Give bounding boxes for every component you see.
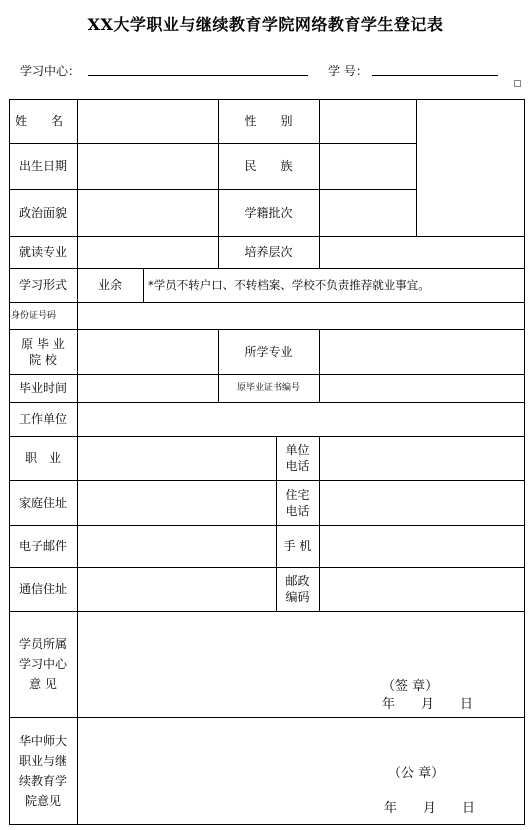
- center-opinion-label: [9, 611, 77, 717]
- level-field[interactable]: [320, 237, 524, 268]
- college-opinion-line1: 华中师大: [18, 733, 67, 748]
- grad-time-field[interactable]: [78, 375, 218, 402]
- gender-field[interactable]: [320, 100, 416, 143]
- level-label: 培养层次: [244, 245, 293, 259]
- photo-box[interactable]: [417, 100, 524, 236]
- prev-school-label: [9, 329, 77, 374]
- center-date-label: 年 月 日: [382, 697, 474, 712]
- work-phone-label-line1: 单位: [285, 443, 310, 457]
- center-opinion-line1: 学员所属: [18, 637, 67, 651]
- major-label: 就读专业: [18, 245, 67, 259]
- mobile-field[interactable]: [320, 526, 524, 567]
- name-label: 姓 名: [15, 114, 64, 128]
- batch-label: 学籍批次: [244, 205, 293, 220]
- anchor-marker-icon: [514, 80, 521, 87]
- prev-major-label: 所学专业: [244, 344, 293, 359]
- prev-school-label-line1: 原 毕 业: [21, 336, 65, 351]
- birthdate-field[interactable]: [78, 144, 218, 189]
- email-field[interactable]: [78, 526, 276, 567]
- ethnicity-label: 民 族: [244, 159, 293, 173]
- college-date-label: 年 月 日: [384, 801, 476, 816]
- student-id-field[interactable]: [372, 75, 498, 76]
- center-opinion-line2: 学习中心: [18, 657, 67, 671]
- study-mode-value: 业余: [97, 278, 122, 292]
- political-label: 政治面貌: [18, 205, 67, 220]
- college-opinion-line3: 续教育学: [18, 773, 67, 788]
- study-center-field[interactable]: [88, 75, 308, 76]
- workplace-field[interactable]: [78, 403, 524, 436]
- center-opinion-line3: 意 见: [29, 677, 57, 691]
- mail-address-field[interactable]: [78, 568, 276, 611]
- home-address-field[interactable]: [78, 481, 276, 525]
- college-opinion-line2: 职业与继: [18, 753, 67, 768]
- home-phone-label-line2: 电话: [285, 503, 310, 518]
- study-mode-label: 学习形式: [18, 278, 67, 292]
- id-card-field[interactable]: [78, 303, 524, 329]
- work-phone-field[interactable]: [320, 437, 524, 480]
- prev-school-label-line2: 院 校: [29, 352, 57, 367]
- batch-field[interactable]: [320, 190, 416, 236]
- occupation-label: 职 业: [24, 451, 61, 465]
- mail-address-label: 通信住址: [18, 582, 67, 596]
- mobile-label: 手 机: [283, 539, 312, 553]
- college-seal-label: （公 章）: [388, 766, 445, 781]
- work-phone-label: [276, 436, 319, 480]
- workplace-label: 工作单位: [18, 412, 67, 426]
- gender-label: 性 别: [244, 114, 293, 128]
- home-phone-label: [276, 480, 319, 525]
- major-field[interactable]: [78, 237, 218, 268]
- id-card-label: 身份证号码: [11, 310, 57, 321]
- home-address-label: 家庭住址: [18, 495, 67, 510]
- email-label: 电子邮件: [18, 539, 67, 553]
- form-title: XX大学职业与继续教育学院网络教育学生登记表: [87, 15, 444, 34]
- college-opinion-label: [9, 717, 77, 824]
- ethnicity-field[interactable]: [320, 144, 416, 189]
- notice-text: *学员不转户口、不转档案、学校不负责推荐就业事宜。: [148, 278, 430, 292]
- student-id-label: 学 号：: [328, 64, 368, 78]
- home-phone-label-line1: 住宅: [285, 487, 310, 502]
- college-opinion-line4: 院意见: [24, 793, 61, 808]
- cert-no-label: 原毕业证书编号: [236, 383, 300, 393]
- birthdate-label: 出生日期: [18, 159, 67, 173]
- name-field[interactable]: [78, 100, 218, 143]
- prev-school-field[interactable]: [78, 330, 218, 374]
- postcode-field[interactable]: [320, 568, 524, 611]
- postcode-label-line2: 编码: [285, 590, 310, 604]
- occupation-field[interactable]: [78, 437, 276, 480]
- grad-time-label: 毕业时间: [18, 381, 67, 395]
- postcode-label: [276, 567, 319, 611]
- political-field[interactable]: [78, 190, 218, 236]
- study-center-label: 学习中心：: [20, 64, 81, 78]
- center-sign-label: （签 章）: [382, 679, 439, 694]
- work-phone-label-line2: 电话: [285, 459, 310, 473]
- cert-no-field[interactable]: [320, 375, 524, 402]
- home-phone-field[interactable]: [320, 481, 524, 525]
- prev-major-field[interactable]: [320, 330, 524, 374]
- postcode-label-line1: 邮政: [285, 574, 310, 588]
